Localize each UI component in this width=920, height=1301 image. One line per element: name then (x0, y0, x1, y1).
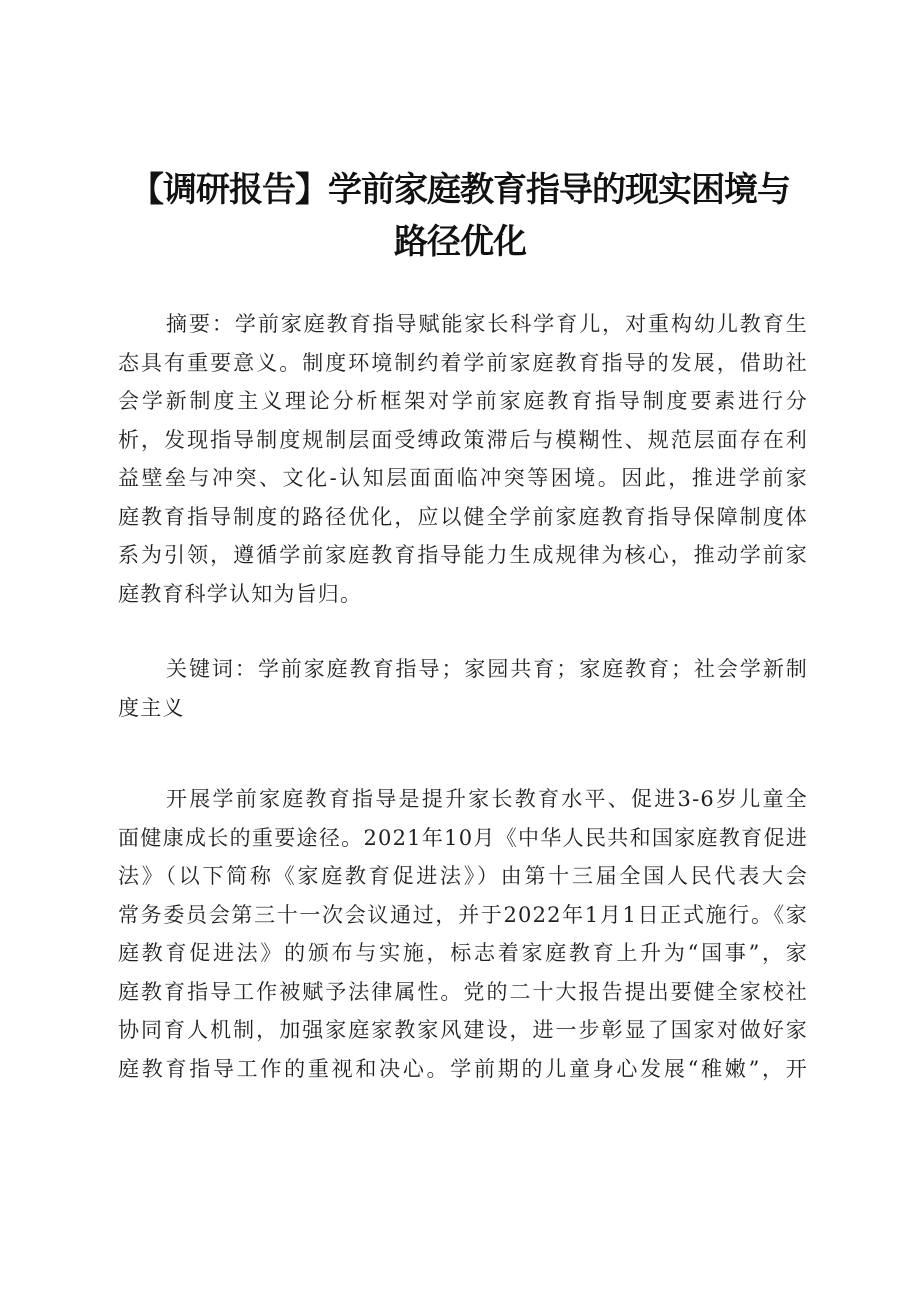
abstract-line: 态具有重要意义。制度环境制约着学前家庭教育指导的发展，借助社 (118, 350, 808, 375)
keywords-line: 度主义 (118, 695, 185, 720)
body-paragraph (118, 780, 808, 1088)
keywords-line: 关键词：学前家庭教育指导；家园共育；家庭教育；社会学新制 (166, 657, 808, 681)
abstract-line: 益壁垒与冲突、文化-认知层面面临冲突等困境。因此，推进学前家 (118, 466, 808, 490)
document-title-line-2: 路径优化 (394, 222, 526, 262)
abstract-line: 系为引领，遵循学前家庭教育指导能力生成规律为核心，推动学前家 (118, 543, 808, 567)
body-line: 协同育人机制，加强家庭家教家风建设，进一步彰显了国家对做好家 (118, 1018, 808, 1042)
body-line: 法》（以下简称《家庭教育促进法》）由第十三届全国人民代表大会 (118, 864, 808, 888)
document-title-line-1: 【调研报告】学前家庭教育指导的现实困境与 (130, 170, 790, 210)
abstract-line: 会学新制度主义理论分析框架对学前家庭教育指导制度要素进行分 (118, 389, 808, 413)
abstract-line: 摘要：学前家庭教育指导赋能家长科学育儿，对重构幼儿教育生 (166, 312, 808, 336)
abstract-paragraph (118, 305, 808, 613)
abstract-line: 庭教育科学认知为旨归。 (118, 581, 363, 606)
keywords-paragraph (118, 650, 808, 727)
body-line: 常务委员会第三十一次会议通过，并于2022年1月1日正式施行。《家 (118, 902, 808, 927)
body-line: 庭教育指导工作被赋予法律属性。党的二十大报告提出要健全家校社 (118, 979, 808, 1004)
body-line: 开展学前家庭教育指导是提升家长教育水平、促进3-6岁儿童全 (166, 787, 808, 811)
body-line: 庭教育促进法》的颁布与实施，标志着家庭教育上升为“国事”，家 (118, 941, 808, 965)
abstract-line: 庭教育指导制度的路径优化，应以健全学前家庭教育指导保障制度体 (118, 504, 808, 529)
abstract-line: 析，发现指导制度规制层面受缚政策滞后与模糊性、规范层面存在利 (118, 427, 808, 452)
body-line: 面健康成长的重要途径。2021年10月《中华人民共和国家庭教育促进 (118, 825, 808, 850)
body-line: 庭教育指导工作的重视和决心。学前期的儿童身心发展“稚嫩”，开 (118, 1056, 808, 1081)
